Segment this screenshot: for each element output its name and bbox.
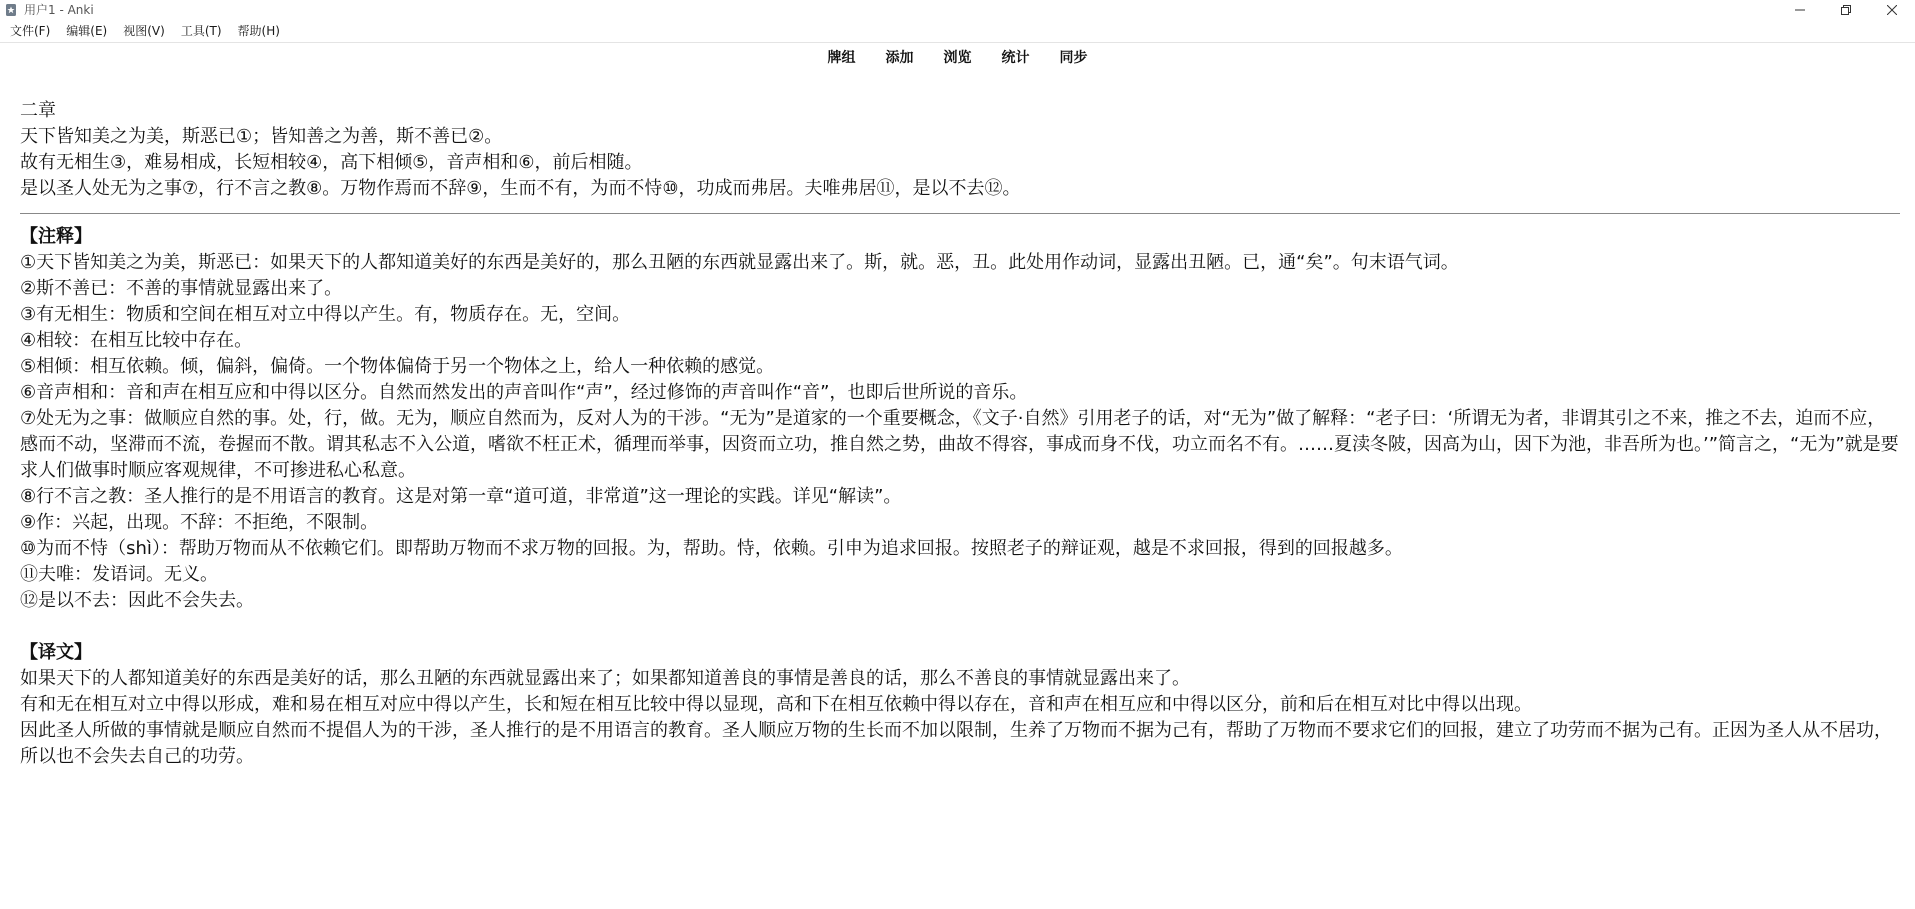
note-item: ⑥音声相和：音和声在相互应和中得以区分。自然而然发出的声音叫作“声”，经过修饰的声音叫作“音”，也即后世所说的音乐。 (20, 382, 1028, 403)
translation-heading: 【译文】 (20, 642, 92, 663)
note-item: ②斯不善已：不善的事情就显露出来了。 (20, 278, 343, 299)
browse-button[interactable]: 浏览 (943, 50, 972, 66)
note-item: ③有无相生：物质和空间在相互对立中得以产生。有，物质存在。无，空间。 (20, 304, 631, 325)
menu-bar (0, 20, 1915, 43)
section-spacer (20, 614, 1900, 640)
minimize-icon (1795, 5, 1805, 15)
anki-app-icon (4, 3, 18, 17)
note-item: ④相较：在相互比较中存在。 (20, 330, 253, 351)
translation-line: 如果天下的人都知道美好的东西是美好的话，那么丑陋的东西就显露出来了；如果都知道善良的事情是善良的话，那么不善良的事情就显露出来了。 (20, 668, 1190, 689)
card-content (20, 98, 1900, 770)
note-item: ⑧行不言之教：圣人推行的是不用语言的教育。这是对第一章“道可道，非常道”这一理论的实践。详见“解读”。 (20, 486, 902, 507)
menu-tools[interactable]: 工具(T) (180, 24, 222, 38)
main-toolbar (0, 43, 1915, 73)
menu-file[interactable]: 文件(F) (10, 24, 51, 38)
text-line: 是以圣人处无为之事⑦，行不言之教⑧。万物作焉而不辞⑨，生而不有，为而不恃⑩，功成而弗居。夫唯弗居⑪，是以不去⑫。 (20, 178, 1021, 199)
menu-view[interactable]: 视图(V) (123, 24, 165, 38)
note-item: ⑨作：兴起，出现。不辞：不拒绝，不限制。 (20, 512, 379, 533)
add-button[interactable]: 添加 (885, 50, 914, 66)
minimize-button[interactable] (1777, 0, 1823, 20)
translation-line: 有和无在相互对立中得以形成，难和易在相互对应中得以产生，长和短在相互比较中得以显现，高和下在相互依赖中得以存在，音和声在相互应和中得以区分，前和后在相互对比中得以出现。 (20, 694, 1532, 715)
window-title: 用户1 - Anki (24, 3, 94, 17)
restore-button[interactable] (1823, 0, 1869, 20)
stats-button[interactable]: 统计 (1001, 50, 1030, 66)
chapter-title: 二章 (20, 100, 56, 121)
close-icon (1887, 5, 1897, 15)
note-item: ⑦处无为之事：做顺应自然的事。处，行，做。无为，顺应自然而为，反对人为的干涉。“无为”是道家的一个重要概念，《文子·自然》引用老子的话，对“无为”做了解释：“老子曰：‘所谓无为者，非谓其引之不来，推之不去，迫而不应，感而不动，坚滞而不流，卷握而不散。谓其私志不入公道，嗜欲不枉正术，循理而举事，因资而立功，推自然之势，曲故不得容，事成而身不伐，功立而名不有。……夏渎冬陂，因高为山，因下为池，非吾所为也。’”简言之，“无为”就是要求人们做事时顺应客观规律，不可掺进私心私意。 (20, 408, 1899, 481)
menu-help[interactable]: 帮助(H) (237, 24, 280, 38)
notes-heading: 【注释】 (20, 226, 92, 247)
decks-button[interactable]: 牌组 (827, 50, 856, 66)
card-divider (20, 213, 1900, 214)
title-bar (0, 0, 1915, 20)
menu-edit[interactable]: 编辑(E) (66, 24, 108, 38)
note-item: ①天下皆知美之为美，斯恶已：如果天下的人都知道美好的东西是美好的，那么丑陋的东西就显露出来了。斯，就。恶，丑。此处用作动词，显露出丑陋。已，通“矣”。句末语气词。 (20, 252, 1459, 273)
close-button[interactable] (1869, 0, 1915, 20)
note-item: ⑫是以不去：因此不会失去。 (20, 590, 254, 611)
note-item: ⑤相倾：相互依赖。倾，偏斜，偏倚。一个物体偏倚于另一个物体之上，给人一种依赖的感觉。 (20, 356, 775, 377)
text-line: 天下皆知美之为美，斯恶已①；皆知善之为善，斯不善已②。 (20, 126, 503, 147)
restore-icon (1841, 5, 1851, 15)
window-controls (1777, 0, 1915, 20)
text-line: 故有无相生③，难易相成，长短相较④，高下相倾⑤，音声相和⑥，前后相随。 (20, 152, 643, 173)
translation-line: 因此圣人所做的事情就是顺应自然而不提倡人为的干涉，圣人推行的是不用语言的教育。圣人顺应万物的生长而不加以限制，生养了万物而不据为己有，帮助了万物而不要求它们的回报，建立了功劳而不据为己有。正因为圣人从不居功，所以也不会失去自己的功劳。 (20, 720, 1892, 767)
sync-button[interactable]: 同步 (1059, 50, 1088, 66)
note-item: ⑩为而不恃（shì）：帮助万物而从不依赖它们。即帮助万物而不求万物的回报。为，帮助。恃，依赖。引申为追求回报。按照老子的辩证观，越是不求回报，得到的回报越多。 (20, 538, 1403, 559)
note-item: ⑪夫唯：发语词。无义。 (20, 564, 218, 585)
